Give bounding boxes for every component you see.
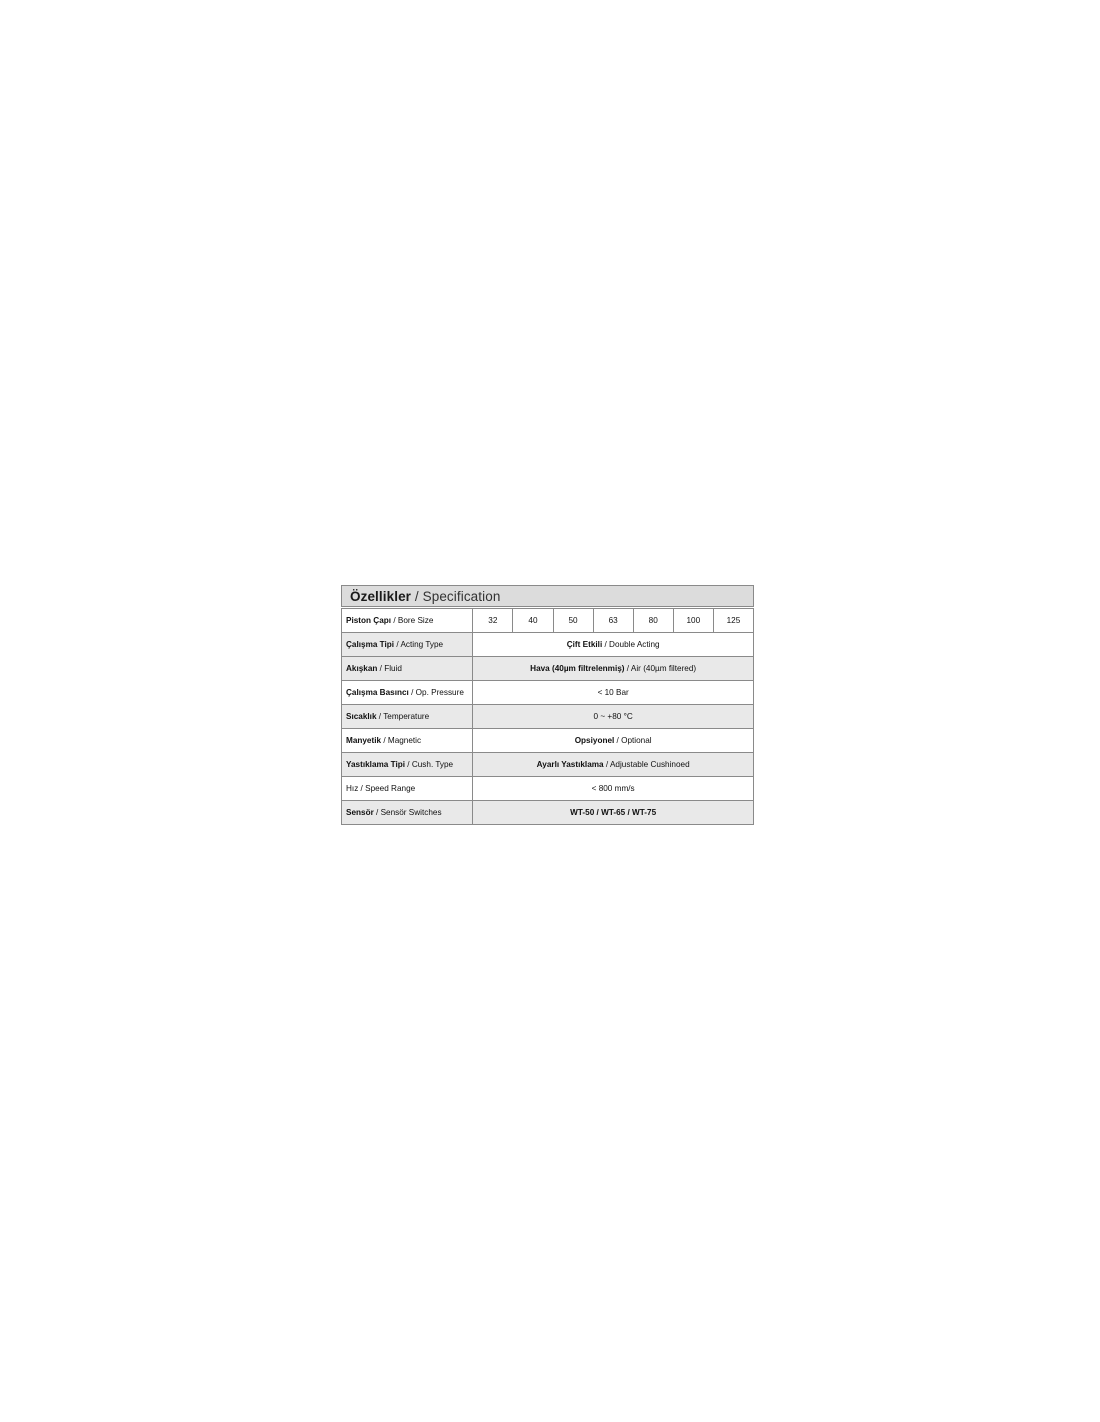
row-label-separator: / xyxy=(377,664,385,673)
row-label-separator: / xyxy=(376,712,384,721)
row-label-sensor-switches xyxy=(342,801,473,825)
row-value-magnetic xyxy=(473,729,754,753)
row-label-tr: Sensör xyxy=(346,808,374,817)
row-label-tr: Sıcaklık xyxy=(346,712,377,721)
row-label-en: Magnetic xyxy=(387,736,422,745)
row-label-separator: / xyxy=(408,688,416,697)
row-value-en: < 800 mm/s xyxy=(591,784,635,793)
row-label-separator: / xyxy=(405,760,412,769)
row-label-separator: / xyxy=(373,808,381,817)
row-value-sensor-switches xyxy=(473,801,754,825)
table-row xyxy=(342,729,754,753)
row-value-en: Optional xyxy=(621,736,652,745)
row-label-tr: Hız xyxy=(346,784,359,793)
row-label-tr: Çalışma Basıncı xyxy=(346,688,409,697)
row-label-temperature xyxy=(342,705,473,729)
bore-size-40: 40 xyxy=(513,609,553,633)
row-value-en: 0 ~ +80 °C xyxy=(593,712,633,721)
row-label-separator: / xyxy=(391,616,398,625)
row-value-separator: / xyxy=(602,640,610,649)
row-value-en: Double Acting xyxy=(609,640,660,649)
row-label-cushion-type xyxy=(342,753,473,777)
row-value-separator: / xyxy=(614,736,622,745)
row-value-tr: WT-50 / WT-65 / WT-75 xyxy=(570,808,657,817)
row-label-separator: / xyxy=(394,640,401,649)
bore-size-100: 100 xyxy=(673,609,713,633)
row-label-tr: Çalışma Tipi xyxy=(346,640,395,649)
row-label-tr: Yastıklama Tipi xyxy=(346,760,406,769)
bore-size-50: 50 xyxy=(553,609,593,633)
bore-size-32: 32 xyxy=(473,609,513,633)
row-value-fluid xyxy=(473,657,754,681)
row-label-en: Temperature xyxy=(383,712,430,721)
row-value-cushion-type xyxy=(473,753,754,777)
row-label-bore-size xyxy=(342,609,473,633)
row-value-op-pressure xyxy=(473,681,754,705)
bore-size-63: 63 xyxy=(593,609,633,633)
row-value-tr: Çift Etkili xyxy=(566,640,603,649)
table-row xyxy=(342,609,754,633)
row-label-magnetic xyxy=(342,729,473,753)
row-label-en: Cush. Type xyxy=(411,760,454,769)
row-label-en: Acting Type xyxy=(400,640,444,649)
row-label-separator: / xyxy=(358,784,366,793)
row-label-tr: Manyetik xyxy=(346,736,382,745)
row-label-tr: Piston Çapı xyxy=(346,616,392,625)
table-row xyxy=(342,705,754,729)
bore-size-125: 125 xyxy=(713,609,753,633)
bore-size-80: 80 xyxy=(633,609,673,633)
row-value-en: Air (40µm filtered) xyxy=(630,664,697,673)
table-row xyxy=(342,753,754,777)
row-label-en: Op. Pressure xyxy=(415,688,464,697)
row-label-speed-range xyxy=(342,777,473,801)
row-label-en: Bore Size xyxy=(397,616,434,625)
row-value-tr: Hava (40µm filtrelenmiş) xyxy=(530,664,625,673)
row-value-separator: / xyxy=(624,664,631,673)
row-label-fluid xyxy=(342,657,473,681)
table-row xyxy=(342,801,754,825)
row-label-op-pressure xyxy=(342,681,473,705)
row-value-temperature xyxy=(473,705,754,729)
row-label-en: Sensör Switches xyxy=(380,808,442,817)
row-value-speed-range xyxy=(473,777,754,801)
specification-title-separator: / xyxy=(411,589,423,604)
specification-title-tr: Özellikler xyxy=(350,589,412,604)
row-label-en: Fluid xyxy=(384,664,402,673)
row-value-en: Adjustable Cushinoed xyxy=(609,760,690,769)
row-label-en: Speed Range xyxy=(365,784,416,793)
row-value-tr: Ayarlı Yastıklama xyxy=(536,760,604,769)
table-row xyxy=(342,633,754,657)
specification-block xyxy=(341,585,754,825)
row-label-acting-type xyxy=(342,633,473,657)
specification-title xyxy=(341,585,754,607)
row-label-separator: / xyxy=(381,736,388,745)
table-row xyxy=(342,657,754,681)
row-value-en: < 10 Bar xyxy=(597,688,629,697)
row-value-acting-type xyxy=(473,633,754,657)
row-label-tr: Akışkan xyxy=(346,664,378,673)
row-value-tr: Opsiyonel xyxy=(574,736,615,745)
table-row xyxy=(342,681,754,705)
row-value-separator: / xyxy=(603,760,610,769)
specification-table xyxy=(341,608,754,825)
specification-title-en: Specification xyxy=(422,589,501,604)
table-row xyxy=(342,777,754,801)
